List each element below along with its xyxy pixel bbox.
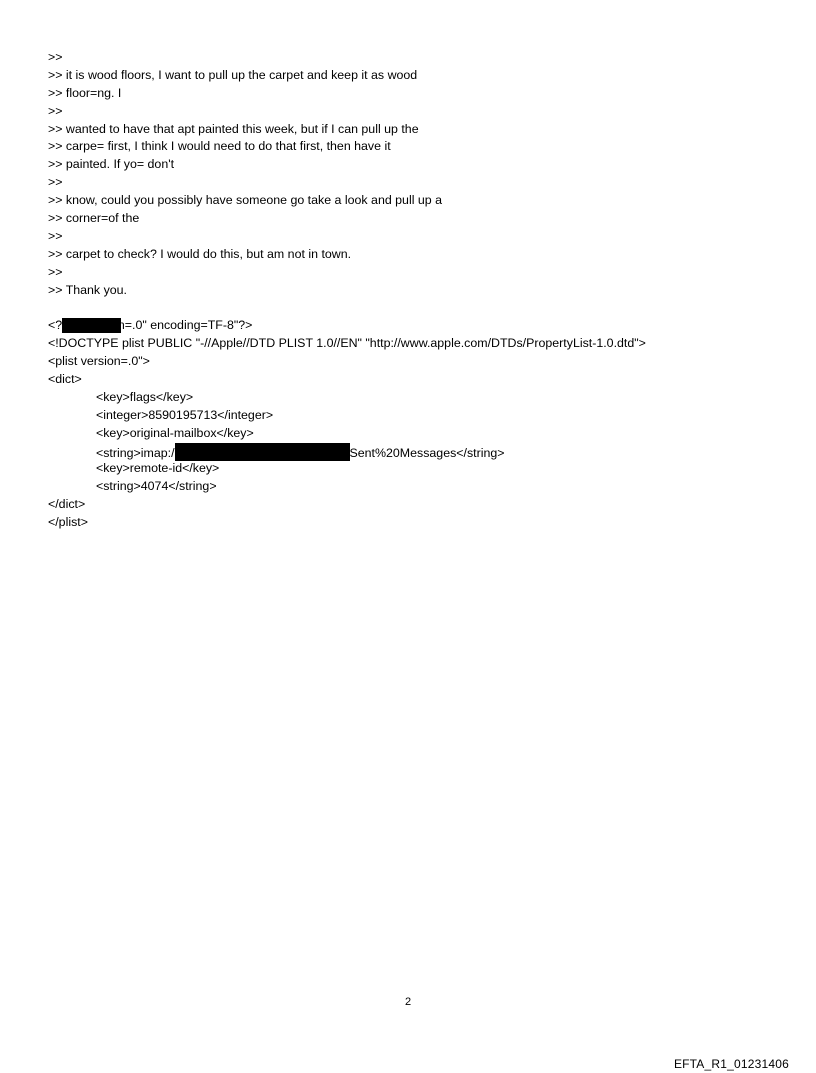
- integer-flags: <integer>8590195713</integer>: [96, 407, 274, 422]
- plist-xml-declaration: <?xml version=.0" encoding=TF-8"?>: [48, 318, 253, 333]
- page-number: 2: [404, 996, 412, 1008]
- plist-doctype: <!DOCTYPE plist PUBLIC "-//Apple//DTD PLIST 1.0//EN" "http://www.apple.com/DTDs/PropertyList-1.0.dtd">: [48, 336, 646, 351]
- dict-open-tag: <dict>: [48, 372, 82, 387]
- quoted-line: >> floor=ng. I: [48, 85, 122, 100]
- plist-close-tag: </plist>: [48, 515, 88, 530]
- key-remote-id: <key>remote-id</key>: [96, 461, 220, 476]
- quoted-line: >> wanted to have that apt painted this week, but if I can pull up the: [48, 121, 419, 136]
- string-original-mailbox: [48, 443, 788, 461]
- quoted-line: >>: [48, 264, 63, 279]
- quoted-line: >> carpe= first, I think I would need to do that first, then have it: [48, 139, 391, 154]
- dict-close-tag: </dict>: [48, 497, 86, 512]
- mailbox-prefix: <string>imap:/: [96, 445, 175, 460]
- plist-open-tag: <plist version=.0">: [48, 354, 150, 369]
- document-body: [48, 49, 788, 532]
- quoted-line: >> corner=of the: [48, 211, 140, 226]
- quoted-line: >>: [48, 228, 63, 243]
- bates-number: EFTA_R1_01231406: [673, 1057, 789, 1071]
- key-flags: <key>flags</key>: [96, 389, 194, 404]
- quoted-line: >>: [48, 175, 63, 190]
- mailbox-suffix: Sent%20Messages</string>: [349, 445, 505, 460]
- quoted-line: >>: [48, 103, 63, 118]
- quoted-line: >> know, could you possibly have someone go take a look and pull up a: [48, 193, 443, 208]
- quoted-line: >>: [48, 50, 63, 64]
- quoted-line: >> Thank you.: [48, 282, 127, 297]
- quoted-line: >> it is wood floors, I want to pull up the carpet and keep it as wood: [48, 67, 418, 82]
- quoted-line: >> painted. If yo= don't: [48, 157, 175, 172]
- key-original-mailbox: <key>original-mailbox</key>: [96, 425, 254, 440]
- string-remote-id: <string>4074</string>: [96, 479, 217, 494]
- sender-line: [48, 299, 788, 317]
- quoted-line: >> carpet to check? I would do this, but am not in town.: [48, 246, 352, 261]
- redaction-box: [175, 443, 350, 461]
